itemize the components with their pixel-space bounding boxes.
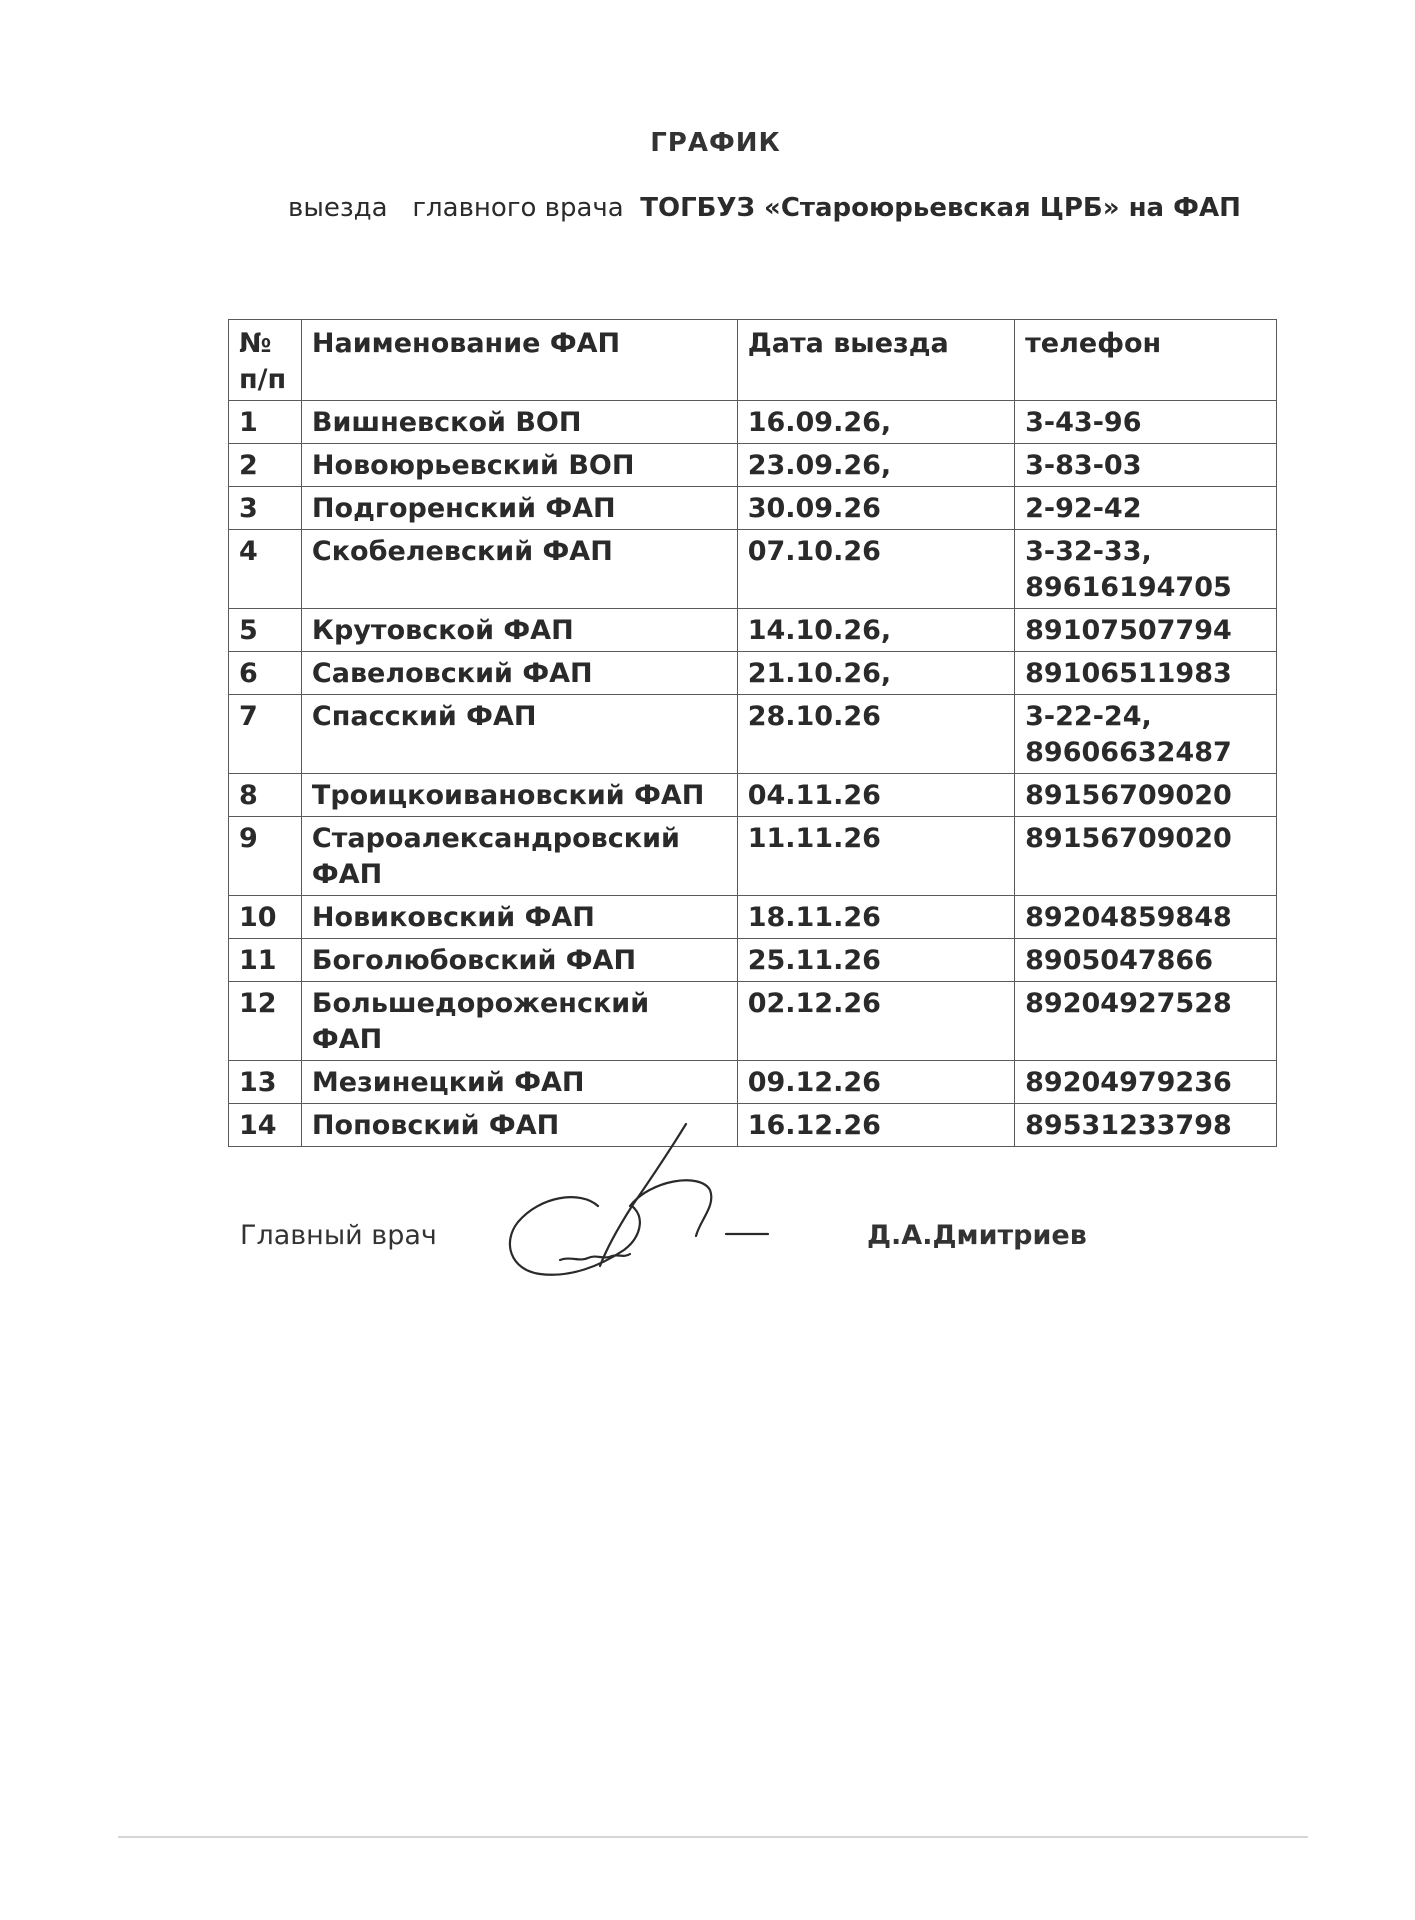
row-fap-name: Савеловский ФАП [301,652,737,695]
table-row [229,817,1277,896]
schedule-table-body [229,401,1277,1147]
row-phone: 89107507794 [1015,609,1277,652]
document-subtitle [288,193,1241,223]
table-row [229,401,1277,444]
schedule-table [228,319,1277,1147]
table-row [229,695,1277,774]
row-date: 09.12.26 [737,1061,1014,1104]
row-date: 02.12.26 [737,982,1014,1061]
table-row [229,982,1277,1061]
document-title: ГРАФИК [650,128,781,158]
table-row [229,652,1277,695]
row-phone: 89531233798 [1015,1104,1277,1147]
row-date: 23.09.26, [737,444,1014,487]
row-number: 11 [229,939,302,982]
row-fap-name: Староалександровский ФАП [301,817,737,896]
row-phone-line1: 3-32-33, [1025,536,1152,567]
header-row [229,320,1277,401]
table-row [229,939,1277,982]
row-number: 12 [229,982,302,1061]
row-date: 21.10.26, [737,652,1014,695]
handwritten-signature [500,1110,800,1290]
row-phone: 89106511983 [1015,652,1277,695]
row-date: 28.10.26 [737,695,1014,774]
row-fap-name: Мезинецкий ФАП [301,1061,737,1104]
row-phone: 89204927528 [1015,982,1277,1061]
row-phone: 2-92-42 [1015,487,1277,530]
table-row [229,1061,1277,1104]
row-number: 8 [229,774,302,817]
row-phone: 3-43-96 [1015,401,1277,444]
row-fap-name: Подгоренский ФАП [301,487,737,530]
row-number: 2 [229,444,302,487]
row-date: 11.11.26 [737,817,1014,896]
table-row [229,896,1277,939]
table-row [229,487,1277,530]
row-phone: 3-83-03 [1015,444,1277,487]
row-fap-name: Поповский ФАП [301,1104,737,1147]
subtitle-lead: выезда главного врача [288,193,641,223]
row-phone: 89156709020 [1015,817,1277,896]
row-number: 4 [229,530,302,609]
row-fap-name: Скобелевский ФАП [301,530,737,609]
row-phone-line2: 89616194705 [1025,572,1232,603]
row-date: 16.12.26 [737,1104,1014,1147]
row-fap-name: Крутовской ФАП [301,609,737,652]
schedule-table-head [229,320,1277,401]
row-fap-name: Новоюрьевский ВОП [301,444,737,487]
row-fap-name: Боголюбовский ФАП [301,939,737,982]
row-phone: 8905047866 [1015,939,1277,982]
row-date: 16.09.26, [737,401,1014,444]
signature-role: Главный врач [240,1220,437,1251]
row-date: 14.10.26, [737,609,1014,652]
table-row [229,444,1277,487]
row-phone-line1: 3-22-24, [1025,701,1152,732]
row-number: 5 [229,609,302,652]
table-row [229,530,1277,609]
header-number-line1: № [239,328,272,359]
row-fap-name: Вишневской ВОП [301,401,737,444]
row-date: 25.11.26 [737,939,1014,982]
row-number: 3 [229,487,302,530]
row-fap-name: Троицкоивановский ФАП [301,774,737,817]
bottom-divider [118,1836,1308,1838]
row-fap-name: Новиковский ФАП [301,896,737,939]
row-phone [1015,695,1277,774]
row-phone: 89156709020 [1015,774,1277,817]
row-number: 13 [229,1061,302,1104]
row-number: 9 [229,817,302,896]
row-date: 18.11.26 [737,896,1014,939]
row-date: 07.10.26 [737,530,1014,609]
subtitle-organization: ТОГБУЗ «Староюрьевская ЦРБ» на ФАП [640,193,1241,223]
row-number: 6 [229,652,302,695]
header-number [229,320,302,401]
table-row [229,609,1277,652]
signature-name: Д.А.Дмитриев [867,1220,1087,1251]
row-number: 14 [229,1104,302,1147]
header-name: Наименование ФАП [301,320,737,401]
row-date: 04.11.26 [737,774,1014,817]
header-phone: телефон [1015,320,1277,401]
row-phone: 89204979236 [1015,1061,1277,1104]
table-row [229,774,1277,817]
row-phone: 89204859848 [1015,896,1277,939]
row-number: 7 [229,695,302,774]
header-number-line2: п/п [239,364,287,395]
row-fap-name: Большедороженский ФАП [301,982,737,1061]
row-phone-line2: 89606632487 [1025,737,1232,768]
row-fap-name: Спасский ФАП [301,695,737,774]
row-number: 1 [229,401,302,444]
row-date: 30.09.26 [737,487,1014,530]
row-number: 10 [229,896,302,939]
row-phone [1015,530,1277,609]
header-date: Дата выезда [737,320,1014,401]
